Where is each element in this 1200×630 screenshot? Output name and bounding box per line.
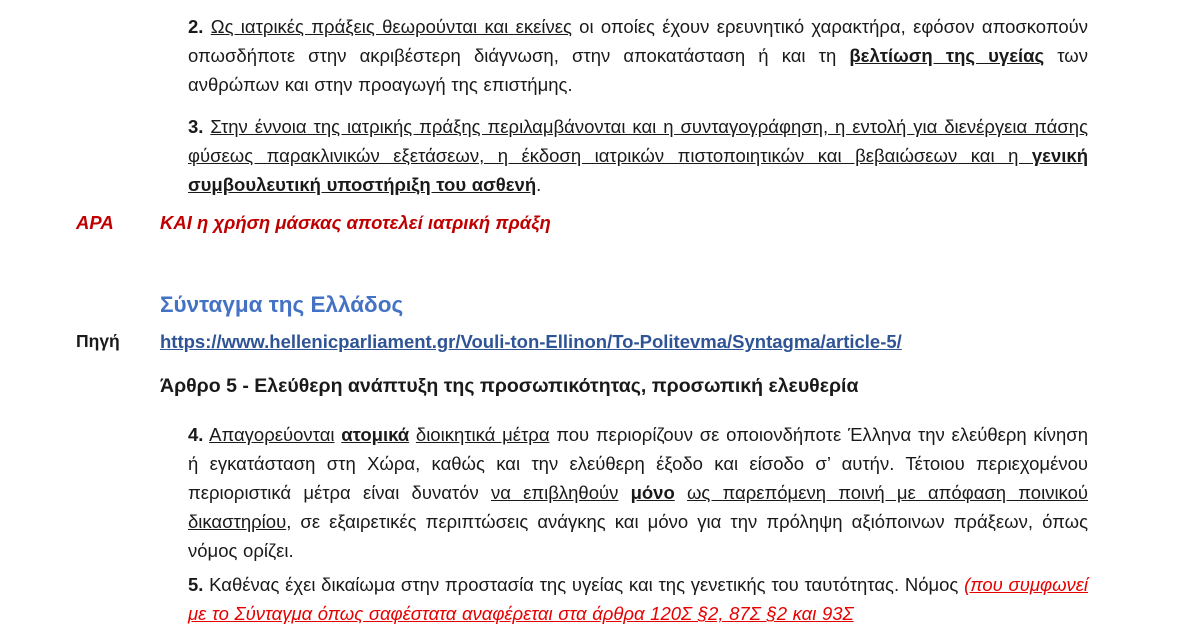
paragraph-text: οι οποίες έχουν ερευνητικό χαρακτήρα, εφόσον αποσκοπούν οπωσδήποτε στην ακριβέστερη διάγνωση, στην αποκατάσταση ή και τη	[188, 16, 1088, 66]
emphasis-text: βελτίωση της υγείας	[849, 45, 1045, 66]
conclusion-label: ΑΡΑ	[76, 212, 114, 233]
paragraph-4	[188, 420, 1088, 565]
emphasis-text: ατομικά	[341, 424, 410, 445]
paragraph-5	[188, 570, 1088, 628]
source-link[interactable]: https://www.hellenicparliament.gr/Vouli-ton-Ellinon/To-Politevma/Syntagma/article-5/	[160, 331, 902, 352]
emphasis-text: γενική συμβουλευτική υποστήριξη του ασθενή	[188, 145, 1088, 195]
underlined-text: Ως ιατρικές πράξεις θεωρούνται και εκείνες	[210, 16, 572, 37]
annotation-text: (που συμφωνεί με το Σύνταγμα όπως σαφέστατα αναφέρεται στα άρθρα 120Σ §2, 87Σ §2 και 93Σ	[188, 574, 1088, 624]
underlined-text: διοικητικά μέτρα	[415, 424, 550, 445]
underlined-text: Στην έννοια της ιατρικής πράξης περιλαμβάνονται και η συνταγογράφηση, η εντολή για διενέργεια πάσης φύσεως παρακλινικών εξετάσεων, η έκδοση ιατρικών πιστοποιητικών και βεβαιώσεων και η	[188, 116, 1089, 166]
paragraph-2	[188, 12, 1088, 99]
paragraph-text: .	[536, 174, 542, 195]
paragraph-number: 5.	[188, 574, 204, 595]
paragraph-text: Καθένας έχει δικαίωμα στην προστασία της υγείας και της γενετικής του ταυτότητας. Νόμος	[209, 574, 965, 595]
paragraph-number: 2.	[188, 16, 204, 37]
article-heading: Άρθρο 5 - Ελεύθερη ανάπτυξη της προσωπικότητας, προσωπική ελευθερία	[160, 375, 859, 397]
paragraph-number: 4.	[188, 424, 204, 445]
underlined-text: ως παρεπόμενη ποινή με απόφαση ποινικού δικαστηρίου	[188, 482, 1088, 532]
source-label: Πηγή	[76, 331, 120, 351]
emphasis-text: μόνο	[630, 482, 675, 503]
paragraph-text: των ανθρώπων και στην προαγωγή της επιστήμης.	[188, 45, 1088, 95]
conclusion-text: ΚΑΙ η χρήση μάσκας αποτελεί ιατρική πράξη	[160, 212, 551, 233]
underlined-text: Απαγορεύονται	[209, 424, 335, 445]
underlined-text: να επιβληθούν	[490, 482, 619, 503]
paragraph-3	[188, 112, 1088, 199]
paragraph-text: , σε εξαιρετικές περιπτώσεις ανάγκης και μόνο για την πρόληψη αξιόποινων πράξεων, όπως νόμος ορίζει.	[188, 511, 1088, 561]
section-title: Σύνταγμα της Ελλάδος	[160, 292, 404, 317]
paragraph-text: που περιορίζουν σε οποιονδήποτε Έλληνα την ελεύθερη κίνηση ή εγκατάσταση στη Χώρα, καθώς και την ελεύθερη έξοδο και είσοδο σ’ αυτήν. Τέτοιου περιεχομένου περιοριστικά μέτρα είναι δυνατόν	[188, 424, 1089, 503]
paragraph-number: 3.	[188, 116, 204, 137]
